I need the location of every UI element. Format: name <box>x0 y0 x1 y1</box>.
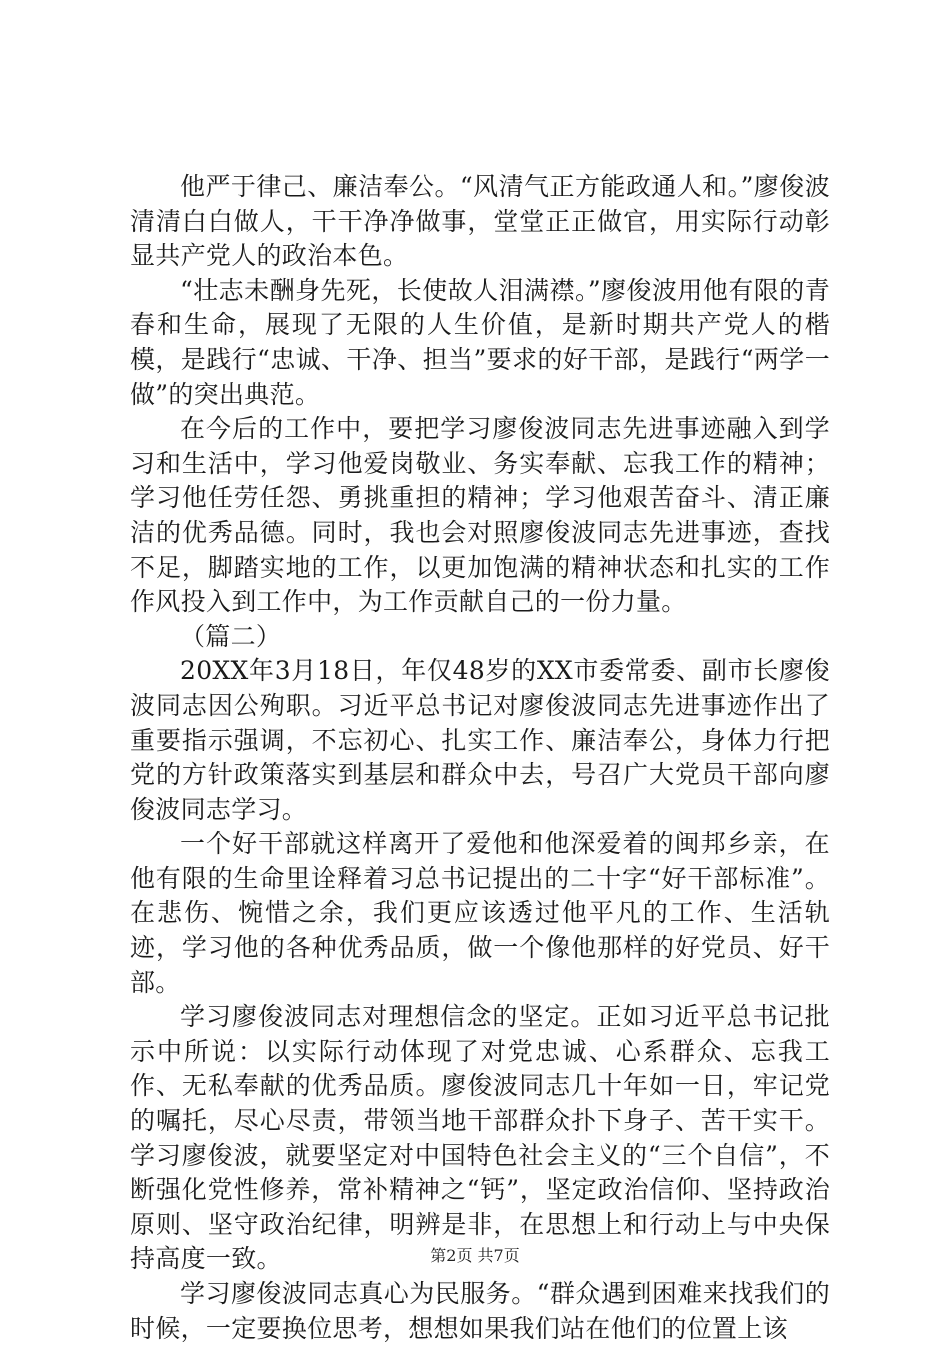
section-heading: （篇二） <box>180 621 282 651</box>
paragraph: 他严于律己、廉洁奉公。“风清气正方能政通人和。”廖俊波清清白白做人，干干净净做事，堂堂正正做官，用实际行动彰显共产党人的政治本色。 <box>130 172 830 271</box>
paragraph: 一个好干部就这样离开了爱他和他深爱着的闽邦乡亲，在他有限的生命里诠释着习总书记提出的二十字“好干部标准”。在悲伤、惋惜之余，我们更应该透过他平凡的工作、生活轨迹，学习他的各种优秀品质，做一个像他那样的好党员、好干部。 <box>130 829 830 997</box>
paragraph: 学习廖俊波同志真心为民服务。“群众遇到困难来找我们的时候，一定要换位思考，想想如果我们站在他们的位置上该 <box>130 1279 830 1343</box>
paragraph: 在今后的工作中，要把学习廖俊波同志先进事迹融入到学习和生活中，学习他爱岗敬业、务实奉献、忘我工作的精神；学习他任劳任怨、勇挑重担的精神；学习他艰苦奋斗、清正廉洁的优秀品德。同时，我也会对照廖俊波同志先进事迹，查找不足，脚踏实地的工作，以更加饱满的精神状态和扎实的工作作风投入到工作中，为工作贡献自己的一份力量。 <box>130 414 830 617</box>
document-body <box>130 170 830 1346</box>
paragraph: 学习廖俊波同志对理想信念的坚定。正如习近平总书记批示中所说：以实际行动体现了对党忠诚、心系群众、忘我工作、无私奉献的优秀品质。廖俊波同志几十年如一日，牢记党的嘱托，尽心尽责，带领当地干部群众扑下身子、苦干实干。学习廖俊波，就要坚定对中国特色社会主义的“三个自信”，不断强化党性修养，常补精神之“钙”，坚定政治信仰、坚持政治原则、坚守政治纪律，明辨是非，在思想上和行动上与中央保持高度一致。 <box>130 1002 830 1274</box>
paragraph: 20XX年3月18日，年仅48岁的XX市委常委、副市长廖俊波同志因公殉职。习近平总书记对廖俊波同志先进事迹作出了重要指示强调，不忘初心、扎实工作、廉洁奉公，身体力行把党的方针政策落实到基层和群众中去，号召广大党员干部向廖俊波同志学习。 <box>130 656 830 824</box>
page-footer: 第2页 共7页 <box>430 1246 520 1265</box>
paragraph: “壮志未酬身先死，长使故人泪满襟。”廖俊波用他有限的青春和生命，展现了无限的人生价值，是新时期共产党人的楷模，是践行“忠诚、干净、担当”要求的好干部，是践行“两学一做”的突出典范。 <box>130 275 830 409</box>
